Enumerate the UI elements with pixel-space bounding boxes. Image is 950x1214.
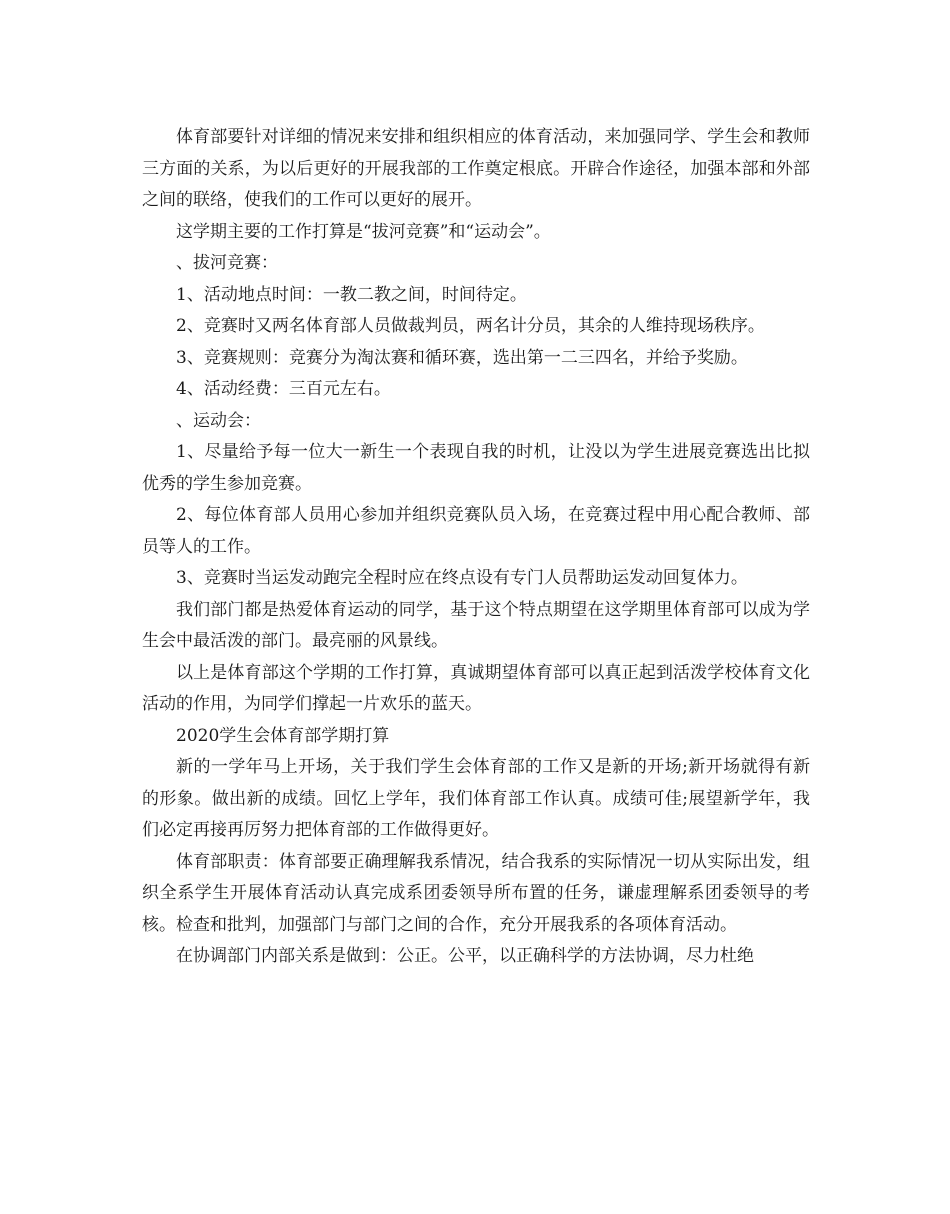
list-item: 2、竞赛时又两名体育部人员做裁判员，两名计分员，其余的人维持现场秩序。	[176, 316, 765, 336]
paragraph: 我们部门都是热爱体育运动的同学，基于这个特点期望在这学期里体育部可以成为学生会中最活泼的部门。最亮丽的风景线。	[142, 599, 810, 651]
document-body	[142, 122, 810, 973]
list-item: 3、竞赛时当运发动跑完全程时应在终点设有专门人员帮助运发动回复体力。	[176, 568, 748, 588]
section-heading: 、运动会：	[176, 410, 261, 431]
paragraph: 体育部职责：体育部要正确理解我系情况，结合我系的实际情况一切从实际出发，组织全系学生开展体育活动认真完成系团委领导所布置的任务，谦虚理解系团委领导的考核。检查和批判，加强部门与部门之间的合作，充分开展我系的各项体育活动。	[142, 851, 810, 935]
list-item: 4、活动经费：三百元左右。	[176, 379, 391, 399]
paragraph: 这学期主要的工作打算是“拔河竞赛”和“运动会”。	[176, 221, 551, 242]
section-heading: 、拔河竞赛：	[176, 253, 278, 273]
list-item: 3、竞赛规则：竞赛分为淘汰赛和循环赛，选出第一二三四名，并给予奖励。	[176, 347, 748, 368]
list-item: 2、每位体育部人员用心参加并组织竞赛队员入场，在竞赛过程中用心配合教师、部员等人的工作。	[142, 505, 810, 557]
list-item: 1、尽量给予每一位大一新生一个表现自我的时机，让没以为学生进展竞赛选出比拟优秀的学生参加竞赛。	[142, 442, 810, 494]
paragraph: 新的一学年马上开场，关于我们学生会体育部的工作又是新的开场;新开场就得有新的形象。做出新的成绩。回忆上学年，我们体育部工作认真。成绩可佳;展望新学年，我们必定再接再厉努力把体育部的工作做得更好。	[142, 757, 810, 840]
paragraph: 体育部要针对详细的情况来安排和组织相应的体育活动，来加强同学、学生会和教师三方面的关系，为以后更好的开展我部的工作奠定根底。开辟合作途径，加强本部和外部之间的联络，使我们的工作可以更好的展开。	[142, 127, 810, 210]
paragraph: 以上是体育部这个学期的工作打算，真诚期望体育部可以真正起到活泼学校体育文化活动的作用，为同学们撑起一片欢乐的蓝天。	[142, 662, 810, 714]
section-title: 2020学生会体育部学期打算	[176, 725, 390, 746]
paragraph: 在协调部门内部关系是做到：公正。公平，以正确科学的方法协调，尽力杜绝	[176, 946, 754, 966]
list-item: 1、活动地点时间：一教二教之间，时间待定。	[176, 284, 527, 305]
